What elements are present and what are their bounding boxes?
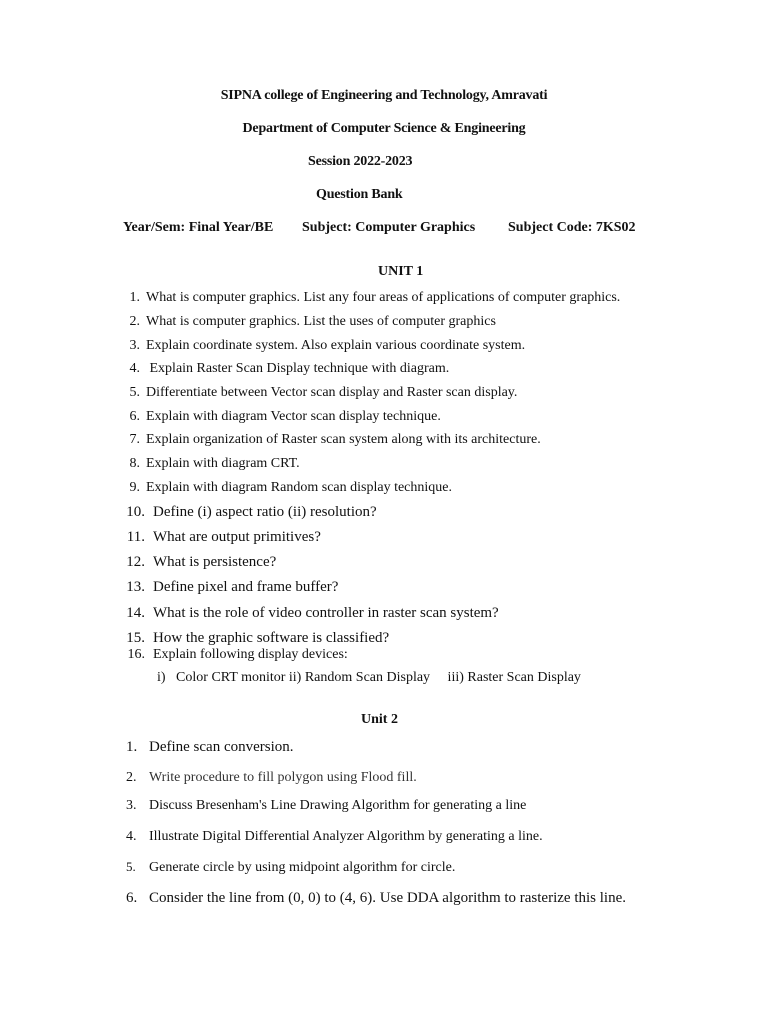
question-text: Discuss Bresenham's Line Drawing Algorithm for generating a line bbox=[149, 798, 527, 813]
question-text: Explain Raster Scan Display technique with diagram. bbox=[146, 361, 450, 376]
unit1-question bbox=[121, 579, 338, 596]
unit1-question bbox=[121, 504, 377, 521]
question-number: 9. bbox=[129, 480, 140, 495]
unit2-question bbox=[126, 829, 543, 845]
question-number: 15. bbox=[126, 630, 145, 646]
unit2-question bbox=[126, 890, 626, 907]
question-number: 13. bbox=[126, 579, 145, 595]
unit1-title: UNIT 1 bbox=[378, 264, 424, 279]
question-number: 3. bbox=[126, 798, 137, 813]
question-number: 4. bbox=[129, 361, 140, 376]
unit1-question bbox=[120, 314, 496, 330]
question-text: What is computer graphics. List the uses of computer graphics bbox=[146, 314, 496, 329]
question-number: 1. bbox=[126, 739, 138, 755]
department-name: Department of Computer Science & Engineering bbox=[242, 121, 526, 136]
question-number: 6. bbox=[129, 409, 140, 424]
document-title: Question Bank bbox=[316, 187, 403, 202]
unit1-question bbox=[120, 290, 620, 306]
display-devices-list: i) Color CRT monitor ii) Random Scan Display iii) Raster Scan Display bbox=[157, 670, 581, 685]
unit1-question bbox=[121, 529, 321, 546]
unit1-question bbox=[120, 409, 441, 425]
question-text: Illustrate Digital Differential Analyzer Algorithm by generating a line. bbox=[149, 829, 543, 844]
unit1-question bbox=[120, 385, 517, 401]
question-number: 14. bbox=[126, 605, 145, 621]
question-number: 6. bbox=[126, 890, 138, 906]
question-number: 8. bbox=[129, 456, 140, 471]
question-number: 3. bbox=[129, 338, 140, 353]
question-text: Explain following display devices: bbox=[153, 647, 348, 662]
question-number: 2. bbox=[126, 770, 137, 785]
question-number: 5. bbox=[129, 385, 140, 400]
question-text: Define scan conversion. bbox=[149, 739, 294, 755]
unit1-question bbox=[120, 361, 449, 377]
question-number: 5. bbox=[126, 859, 136, 874]
question-text: Generate circle by using midpoint algorithm for circle. bbox=[149, 860, 456, 875]
unit2-question bbox=[126, 739, 294, 756]
question-text: Consider the line from (0, 0) to (4, 6). Use DDA algorithm to rasterize this line. bbox=[149, 890, 626, 906]
unit2-question bbox=[126, 798, 526, 814]
question-text: Write procedure to fill polygon using Flood fill. bbox=[149, 770, 417, 785]
unit1-question bbox=[120, 338, 525, 354]
question-text: Define pixel and frame buffer? bbox=[153, 579, 339, 595]
unit1-question bbox=[120, 456, 300, 472]
unit1-question bbox=[120, 480, 452, 496]
question-text: Explain with diagram Random scan display technique. bbox=[146, 480, 452, 495]
question-number: 11. bbox=[126, 529, 145, 545]
unit2-title: Unit 2 bbox=[361, 712, 398, 727]
unit2-question bbox=[126, 770, 417, 786]
question-text: How the graphic software is classified? bbox=[153, 630, 390, 646]
college-name: SIPNA college of Engineering and Technology, Amravati bbox=[220, 88, 548, 103]
unit1-question bbox=[120, 432, 541, 448]
unit1-question bbox=[121, 647, 348, 663]
unit1-question bbox=[121, 630, 389, 647]
year-sem: Year/Sem: Final Year/BE bbox=[123, 220, 274, 235]
question-number: 7. bbox=[129, 432, 140, 447]
question-number: 2. bbox=[129, 314, 140, 329]
question-text: Explain coordinate system. Also explain various coordinate system. bbox=[146, 338, 526, 353]
question-text: What are output primitives? bbox=[153, 529, 321, 545]
unit1-question bbox=[121, 605, 499, 622]
question-text: What is the role of video controller in raster scan system? bbox=[153, 605, 499, 621]
question-text: What is computer graphics. List any four areas of applications of computer graphics. bbox=[146, 290, 621, 305]
question-text: Define (i) aspect ratio (ii) resolution? bbox=[153, 504, 377, 520]
unit2-question bbox=[126, 859, 455, 876]
unit1-question bbox=[121, 554, 276, 571]
subject-name: Subject: Computer Graphics bbox=[302, 220, 476, 235]
session-label: Session 2022-2023 bbox=[308, 154, 413, 169]
question-text: What is persistence? bbox=[153, 554, 277, 570]
question-text: Explain with diagram Vector scan display technique. bbox=[146, 409, 441, 424]
question-text: Differentiate between Vector scan display and Raster scan display. bbox=[146, 385, 518, 400]
question-number: 16. bbox=[127, 647, 145, 662]
question-number: 10. bbox=[126, 504, 145, 520]
question-number: 4. bbox=[126, 829, 137, 844]
question-number: 1. bbox=[129, 290, 140, 305]
question-number: 12. bbox=[126, 554, 145, 570]
subject-code: Subject Code: 7KS02 bbox=[508, 220, 636, 235]
question-text: Explain organization of Raster scan system along with its architecture. bbox=[146, 432, 541, 447]
question-text: Explain with diagram CRT. bbox=[146, 456, 300, 471]
